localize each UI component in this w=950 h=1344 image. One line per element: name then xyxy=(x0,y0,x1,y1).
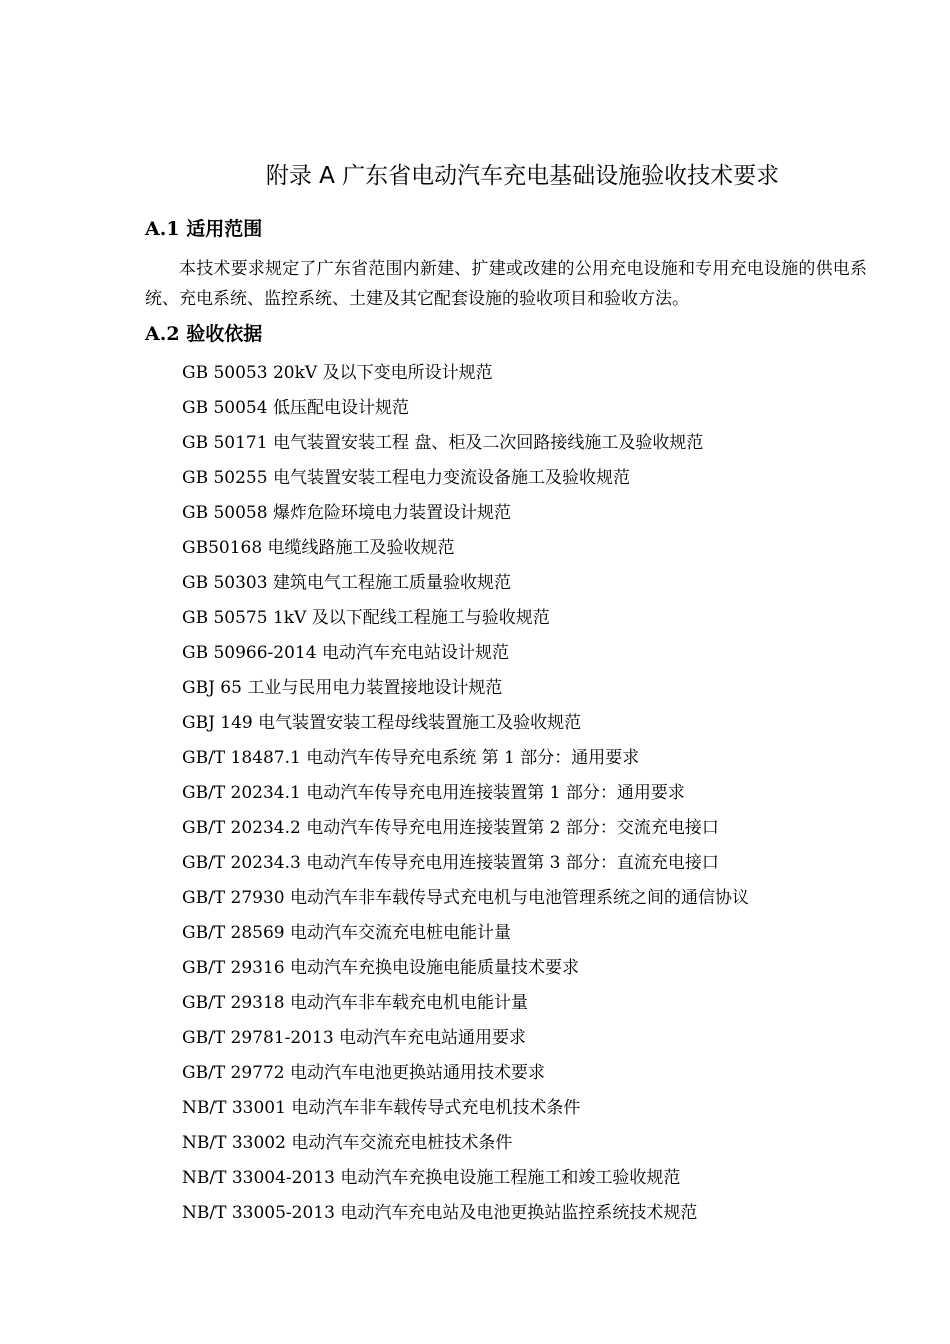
reference-item: GB/T 27930 电动汽车非车载传导式充电机与电池管理系统之间的通信协议 xyxy=(182,888,750,908)
reference-list xyxy=(182,358,749,1233)
reference-item: GB 50053 20kV 及以下变电所设计规范 xyxy=(182,363,493,383)
reference-item: GB 50575 1kV 及以下配线工程施工与验收规范 xyxy=(182,608,550,628)
scope-paragraph: 本技术要求规定了广东省范围内新建、扩建或改建的公用充电设施和专用充电设施的供电系统、充电系统、监控系统、土建及其它配套设施的验收项目和验收方法。 xyxy=(145,259,867,309)
reference-item: GBJ 65 工业与民用电力装置接地设计规范 xyxy=(182,678,503,698)
reference-item: GB 50255 电气装置安装工程电力变流设备施工及验收规范 xyxy=(182,468,630,488)
reference-item: GB/T 20234.2 电动汽车传导充电用连接装置第 2 部分：交流充电接口 xyxy=(182,818,719,838)
section-heading-scope: A.1 适用范围 xyxy=(145,218,263,240)
reference-item: NB/T 33005-2013 电动汽车充电站及电池更换站监控系统技术规范 xyxy=(182,1203,698,1223)
reference-item: GB/T 29772 电动汽车电池更换站通用技术要求 xyxy=(182,1063,546,1083)
reference-item: GB 50058 爆炸危险环境电力装置设计规范 xyxy=(182,503,511,523)
reference-item: GB/T 18487.1 电动汽车传导充电系统 第 1 部分：通用要求 xyxy=(182,748,640,768)
reference-item: GB/T 29318 电动汽车非车载充电机电能计量 xyxy=(182,993,529,1013)
reference-item: NB/T 33004-2013 电动汽车充换电设施工程施工和竣工验收规范 xyxy=(182,1168,681,1188)
reference-item: GB/T 28569 电动汽车交流充电桩电能计量 xyxy=(182,923,512,943)
reference-item: GB/T 29316 电动汽车充换电设施电能质量技术要求 xyxy=(182,958,580,978)
document-title: 附录 A 广东省电动汽车充电基础设施验收技术要求 xyxy=(265,163,780,189)
section-heading-basis: A.2 验收依据 xyxy=(145,323,263,345)
reference-item: GB50168 电缆线路施工及验收规范 xyxy=(182,538,455,558)
reference-item: GB/T 20234.3 电动汽车传导充电用连接装置第 3 部分：直流充电接口 xyxy=(182,853,719,873)
reference-item: GB 50054 低压配电设计规范 xyxy=(182,398,409,418)
reference-item: GB/T 29781-2013 电动汽车充电站通用要求 xyxy=(182,1028,527,1048)
reference-item: NB/T 33002 电动汽车交流充电桩技术条件 xyxy=(182,1133,513,1153)
reference-item: NB/T 33001 电动汽车非车载传导式充电机技术条件 xyxy=(182,1098,581,1118)
reference-item: GB 50171 电气装置安装工程 盘、柜及二次回路接线施工及验收规范 xyxy=(182,433,704,453)
reference-item: GBJ 149 电气装置安装工程母线装置施工及验收规范 xyxy=(182,713,582,733)
reference-item: GB/T 20234.1 电动汽车传导充电用连接装置第 1 部分：通用要求 xyxy=(182,783,685,803)
reference-item: GB 50303 建筑电气工程施工质量验收规范 xyxy=(182,573,511,593)
reference-item: GB 50966-2014 电动汽车充电站设计规范 xyxy=(182,643,509,663)
